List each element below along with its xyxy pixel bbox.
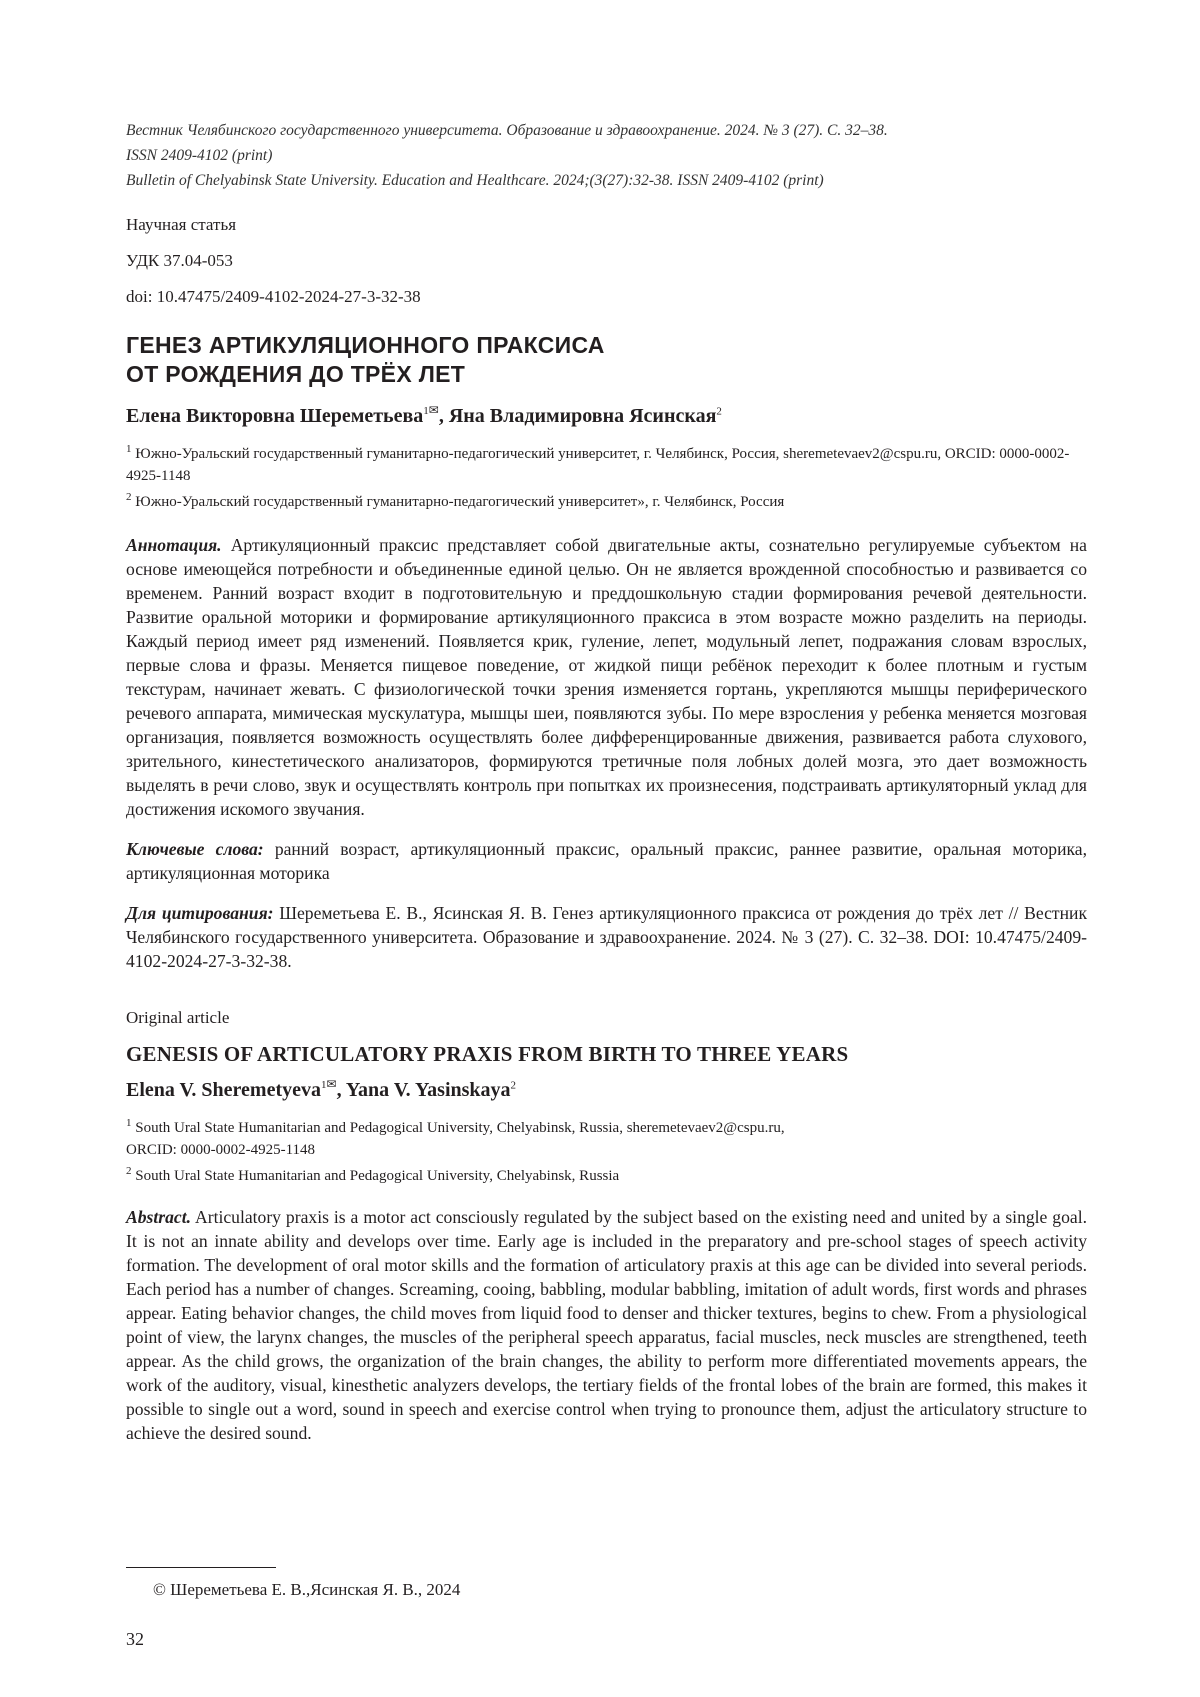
article-page <box>126 118 1087 1445</box>
journal-line-ru: Вестник Челябинского государственного университета. Образование и здравоохранение. 2024. № 3 (27). С. 32–38. <box>126 122 888 139</box>
footnote-rule <box>126 1567 276 1568</box>
affiliation-ru-1 <box>126 443 1087 487</box>
keywords-label: Ключевые слова: <box>126 839 264 859</box>
article-type-ru: Научная статья <box>126 215 237 234</box>
title-ru-line-1: ГЕНЕЗ АРТИКУЛЯЦИОННОГО ПРАКСИСА <box>126 332 605 358</box>
affiliation-en-1 <box>126 1117 1087 1161</box>
affiliation-ru-2 <box>126 491 1087 513</box>
affiliation-text: South Ural State Humanitarian and Pedagogical University, Chelyabinsk, Russia, sheremetevaev2@cspu.ru, <box>135 1120 785 1136</box>
affiliation-text: South Ural State Humanitarian and Pedagogical University, Chelyabinsk, Russia <box>135 1168 620 1184</box>
affiliation-text: Южно-Уральский государственный гуманитарно-педагогический университет, г. Челябинск, Россия, sheremetevaev2@cspu.ru, ORCID: 0000-0002-4925-1148 <box>126 446 1070 484</box>
affiliation-mark: 2 <box>126 491 132 503</box>
author-name: Elena V. Sheremetyeva <box>126 1079 321 1101</box>
affiliation-en-2 <box>126 1165 1087 1187</box>
author-name: Яна Владимировна Ясинская <box>448 405 717 427</box>
article-title-ru <box>126 331 1087 389</box>
abstract-text: Артикуляционный праксис представляет собой двигательные акты, сознательно регулируемые субъектом на основе имеющейся потребности и объединенные единой целью. Он не является врожденной способностью и развивается со временем. Ранний возраст входит в подготовительную и преддошкольную стадии формирования речевой деятельности. Развитие оральной моторики и формирование артикуляционного праксиса в этом возрасте можно разделить на периоды. Каждый период имеет ряд изменений. Появляется крик, гуление, лепет, модульный лепет, подражания словам взрослых, первые слова и фразы. Меняется пищевое поведение, от жидкой пищи ребёнок переходит к более плотным и густым текстурам, начинает жевать. С физиологической точки зрения изменяется гортань, укрепляются мышцы периферического речевого аппарата, мимическая мускулатура, мышцы шеи, появляются зубы. По мере взросления у ребенка меняется мозговая организация, появляется возможность осуществлять более дифференцированные движения, развивается работа слухового, зрительного, кинестетического анализаторов, формируются третичные поля лобных долей мозга, это дает возможность выделять в речи слово, звук и осуществлять контроль при попытках их произнесения, подстраивать артикуляторный уклад для достижения искомого звучания. <box>126 535 1087 819</box>
affiliation-text: Южно-Уральский государственный гуманитарно-педагогический университет», г. Челябинск, Россия <box>135 494 785 510</box>
authors-en <box>126 1077 1087 1103</box>
abstract-text: Articulatory praxis is a motor act consciously regulated by the subject based on the existing need and united by a single goal. It is not an innate ability and develops over time. Early age is included in the preparatory and pre-school stages of speech activity formation. The development of oral motor skills and the formation of articulatory praxis at this age can be divided into several periods. Each period has a number of changes. Screaming, cooing, babbling, modular babbling, imitation of adult words, first words and phrases appear. Eating behavior changes, the child moves from liquid food to denser and thicker textures, begins to chew. From a physiological point of view, the larynx changes, the muscles of the peripheral speech apparatus, facial muscles, neck muscles are strengthened, teeth appear. As the child grows, the organization of the brain changes, the ability to perform more differentiated movements appears, the work of the auditory, visual, kinesthetic analyzers develops, the tertiary fields of the frontal lobes of the brain are formed, this makes it possible to single out a word, sound in speech and exercise control when trying to pronounce them, adjust the articulatory structure to achieve the desired sound. <box>126 1207 1087 1443</box>
abstract-label: Abstract. <box>126 1207 192 1227</box>
authors-ru <box>126 403 1087 429</box>
citation-text: Шереметьева Е. В., Ясинская Я. В. Генез артикуляционного праксиса от рождения до трёх лет // Вестник Челябинского государственного университета. Образование и здравоохранение. 2024. № 3 (27). С. 32–38. DOI: 10.47475/2409-4102-2024-27-3-32-38. <box>126 903 1087 971</box>
article-type-en: Original article <box>126 1008 230 1027</box>
doi[interactable]: doi: 10.47475/2409-4102-2024-27-3-32-38 <box>126 287 421 306</box>
page-number: 32 <box>126 1629 144 1649</box>
affiliation-mark: 1 <box>126 1117 132 1129</box>
author-separator: , <box>336 1079 346 1101</box>
author-mark: 2 <box>510 1079 517 1092</box>
journal-header <box>126 118 1087 193</box>
journal-line-en: Bulletin of Chelyabinsk State University. Education and Healthcare. 2024;(3(27):32-38. ISSN 2409-4102 (print) <box>126 172 824 189</box>
abstract-label: Аннотация. <box>126 535 222 555</box>
keywords-ru <box>126 837 1087 885</box>
copyright-notice: © Шереметьева Е. В.,Ясинская Я. В., 2024 <box>153 1580 461 1599</box>
title-ru-line-2: ОТ РОЖДЕНИЯ ДО ТРЁХ ЛЕТ <box>126 361 466 387</box>
author-mark: 1 <box>423 405 429 418</box>
author-mark: 1 <box>321 1079 327 1092</box>
affiliation-mark: 2 <box>126 1165 132 1177</box>
affiliation-mark: 1 <box>126 443 132 455</box>
citation-label: Для цитирования: <box>126 903 274 923</box>
author-name: Елена Викторовна Шереметьева <box>126 405 424 427</box>
keywords-text: ранний возраст, артикуляционный праксис, оральный праксис, раннее развитие, оральная моторика, артикуляционная моторика <box>126 839 1087 883</box>
author-name: Yana V. Yasinskaya <box>345 1079 511 1101</box>
citation-ru <box>126 901 1087 973</box>
envelope-icon[interactable]: ✉ <box>428 403 439 418</box>
journal-issn-ru: ISSN 2409-4102 (print) <box>126 147 273 164</box>
affiliation-orcid: ORCID: 0000-0002-4925-1148 <box>126 1142 316 1158</box>
udc-code: УДК 37.04-053 <box>126 251 233 270</box>
abstract-en <box>126 1205 1087 1445</box>
author-mark: 2 <box>716 405 722 418</box>
abstract-ru <box>126 533 1087 821</box>
envelope-icon[interactable]: ✉ <box>326 1077 337 1092</box>
article-title-en: GENESIS OF ARTICULATORY PRAXIS FROM BIRTH TO THREE YEARS <box>126 1042 849 1066</box>
author-separator: , <box>438 405 449 427</box>
